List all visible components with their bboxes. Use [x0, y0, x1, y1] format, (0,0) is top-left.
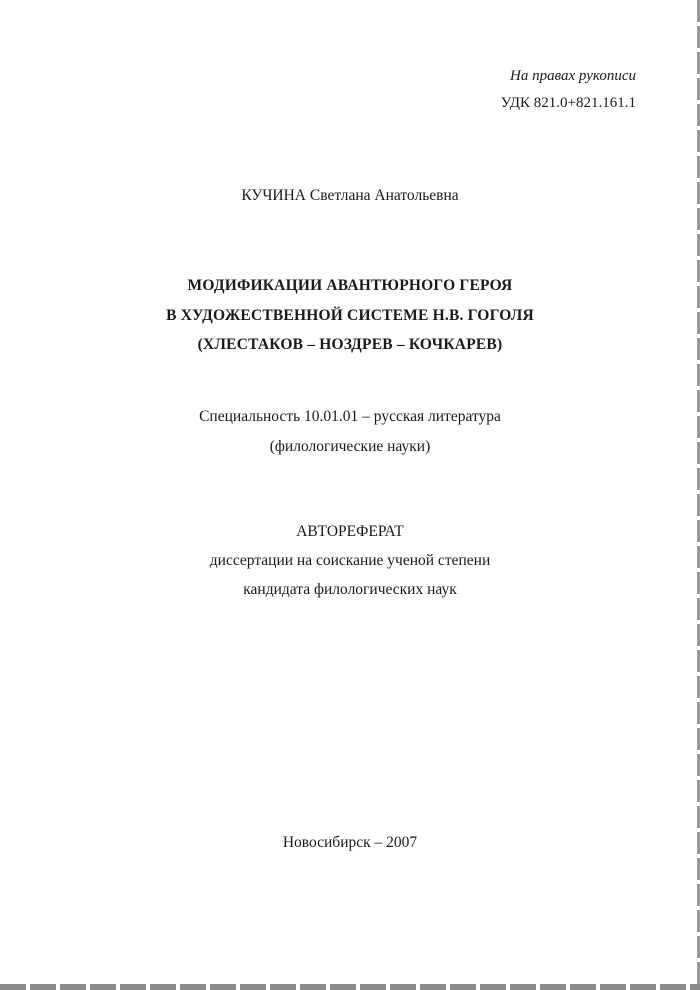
author-name: КУЧИНА Светлана Анатольевна — [241, 187, 459, 204]
abstract-heading: АВТОРЕФЕРАТ — [296, 523, 404, 540]
scan-edge-bottom — [0, 984, 700, 990]
udc-code: УДК 821.0+821.161.1 — [500, 95, 636, 111]
manuscript-rights-note: На правах рукописи — [510, 68, 636, 84]
abstract-purpose-line-1: диссертации на соискание ученой степени — [209, 552, 491, 569]
title-line-3: (ХЛЕСТАКОВ – НОЗДРЕВ – КОЧКАРЕВ) — [197, 336, 503, 353]
title-line-1: МОДИФИКАЦИИ АВАНТЮРНОГО ГЕРОЯ — [187, 277, 513, 294]
specialty-field: (филологические науки) — [269, 438, 431, 455]
specialty-line: Специальность 10.01.01 – русская литература — [199, 408, 501, 425]
abstract-purpose-line-2: кандидата филологических наук — [243, 581, 457, 598]
title-line-2: В ХУДОЖЕСТВЕННОЙ СИСТЕМЕ Н.В. ГОГОЛЯ — [166, 307, 534, 324]
place-and-year: Новосибирск – 2007 — [282, 834, 418, 851]
